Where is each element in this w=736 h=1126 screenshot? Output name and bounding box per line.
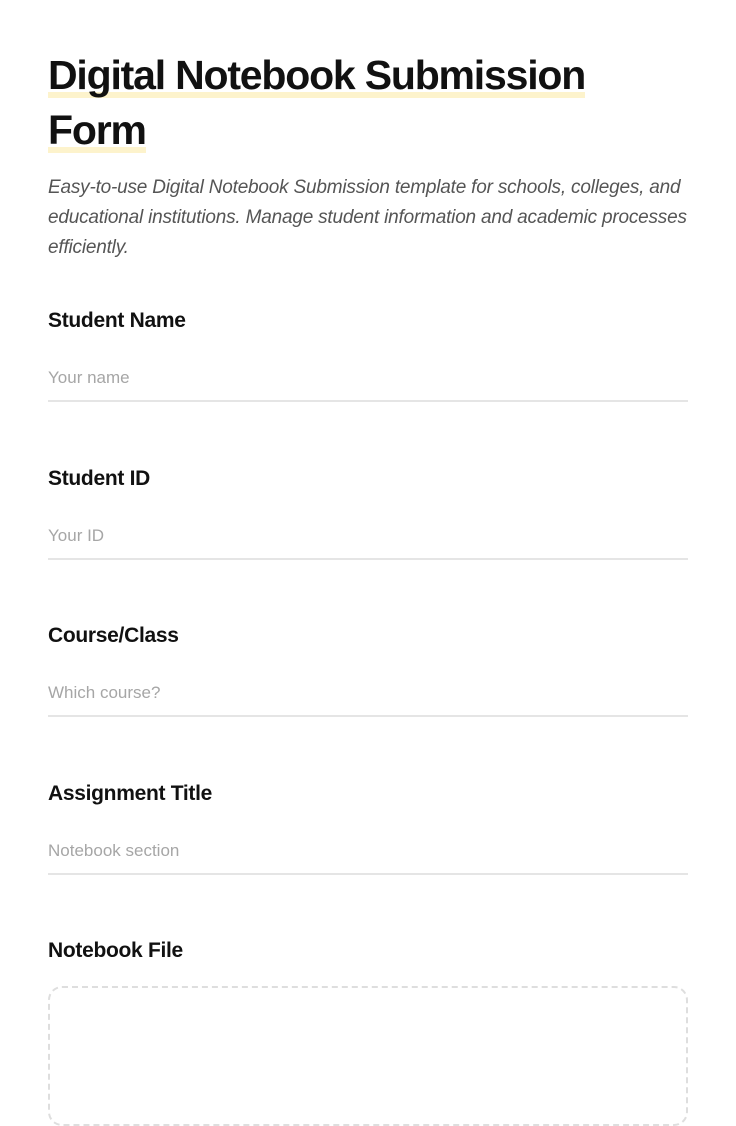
notebook-file-field [48,938,688,1126]
file-dropzone[interactable] [48,986,688,1126]
assignment-title-input[interactable] [48,829,688,875]
page-title-text: Digital Notebook Submission Form [48,52,586,153]
student-name-field [48,308,688,402]
course-class-field [48,623,688,717]
course-class-input[interactable] [48,671,688,717]
form-container [48,48,688,962]
student-id-input[interactable] [48,514,688,560]
student-name-input[interactable] [48,356,688,402]
notebook-file-label: Notebook File [48,939,183,962]
page-title [48,48,688,158]
course-class-label: Course/Class [48,624,179,647]
student-name-label: Student Name [48,309,186,332]
student-id-label: Student ID [48,467,150,490]
student-id-field [48,466,688,560]
assignment-title-label: Assignment Title [48,782,213,805]
form-description: Easy-to-use Digital Notebook Submission template for schools, colleges, and educational institutions. Manage student information and academic processes efficiently. [48,177,687,258]
assignment-title-field [48,781,688,875]
